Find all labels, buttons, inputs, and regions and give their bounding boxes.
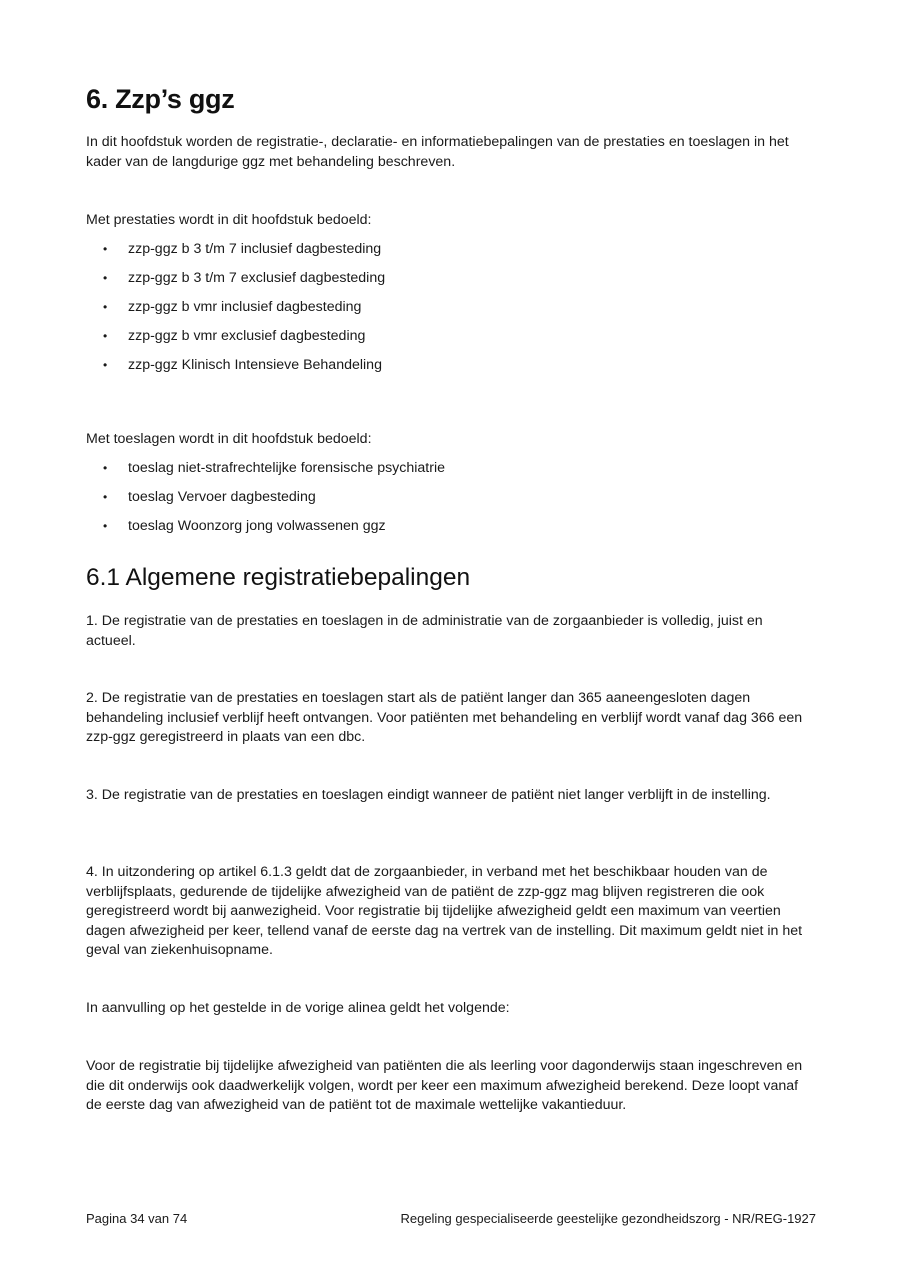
chapter-title: 6. Zzp’s ggz xyxy=(86,84,235,114)
bullet-icon: • xyxy=(103,490,108,504)
toeslagen-list xyxy=(86,459,445,546)
bullet-icon: • xyxy=(103,329,108,343)
prestaties-lead: Met prestaties wordt in dit hoofdstuk bedoeld: xyxy=(86,212,372,228)
list-item: • toeslag Vervoer dagbesteding xyxy=(103,489,316,505)
chapter-intro: In dit hoofdstuk worden de registratie-, declaratie- en informatiebepalingen van de prestaties en toeslagen in het kader van de langdurige ggz met behandeling beschreven. xyxy=(86,134,789,170)
article-3: 3. De registratie van de prestaties en toeslagen eindigt wanneer de patiënt niet langer verblijft in de instelling. xyxy=(86,787,771,803)
page-number: Pagina 34 van 74 xyxy=(86,1211,188,1226)
article-4: 4. In uitzondering op artikel 6.1.3 geldt dat de zorgaanbieder, in verband met het beschikbaar houden van de verblijfsplaats, gedurende de tijdelijke afwezigheid van de patiënt de zzp-ggz mag blijven registreren die ook geregistreerd wordt bij aanwezigheid. Voor registratie bij tijdelijke afwezigheid geldt een maximum van veertien dagen afwezigheid per keer, tellend vanaf de eerste dag na vertrek van de instelling. Dit maximum geldt niet in het geval van ziekenhuisopname. xyxy=(86,864,803,958)
bullet-icon: • xyxy=(103,300,108,314)
bullet-icon: • xyxy=(103,519,108,533)
prestaties-list xyxy=(86,240,385,385)
article-1: 1. De registratie van de prestaties en toeslagen in de administratie van de zorgaanbieder is volledig, juist en actueel. xyxy=(86,613,763,649)
list-item: • toeslag niet-strafrechtelijke forensische psychiatrie xyxy=(103,460,446,476)
list-item: • zzp-ggz b 3 t/m 7 inclusief dagbesteding xyxy=(103,241,382,257)
bullet-icon: • xyxy=(103,242,108,256)
bullet-icon: • xyxy=(103,271,108,285)
toeslagen-lead: Met toeslagen wordt in dit hoofdstuk bedoeld: xyxy=(86,431,372,447)
bullet-icon: • xyxy=(103,461,108,475)
list-item: • zzp-ggz b vmr inclusief dagbesteding xyxy=(103,299,362,315)
list-item: • zzp-ggz Klinisch Intensieve Behandeling xyxy=(103,357,382,373)
article-2: 2. De registratie van de prestaties en toeslagen start als de patiënt langer dan 365 aaneengesloten dagen behandeling inclusief verblijf heeft ontvangen. Voor patiënten met behandeling en verblijf wordt vanaf dag 366 een zzp-ggz geregistreerd in plaats van een dbc. xyxy=(86,690,803,745)
list-item: • zzp-ggz b vmr exclusief dagbesteding xyxy=(103,328,366,344)
supplement-paragraph: Voor de registratie bij tijdelijke afwezigheid van patiënten die als leerling voor dagonderwijs staan ingeschreven en die dit onderwijs ook daadwerkelijk volgen, wordt per keer een maximum afwezigheid berekend. Deze loopt vanaf de eerste dag van afwezigheid van de patiënt tot de maximale wettelijke vakantieduur. xyxy=(86,1058,803,1113)
list-item: • toeslag Woonzorg jong volwassenen ggz xyxy=(103,518,386,534)
list-item: • zzp-ggz b 3 t/m 7 exclusief dagbesteding xyxy=(103,270,386,286)
bullet-icon: • xyxy=(103,358,108,372)
supplement-intro: In aanvulling op het gestelde in de vorige alinea geldt het volgende: xyxy=(86,1000,510,1016)
section-title: 6.1 Algemene registratiebepalingen xyxy=(86,564,471,591)
document-reference: Regeling gespecialiseerde geestelijke gezondheidszorg - NR/REG-1927 xyxy=(400,1211,816,1226)
